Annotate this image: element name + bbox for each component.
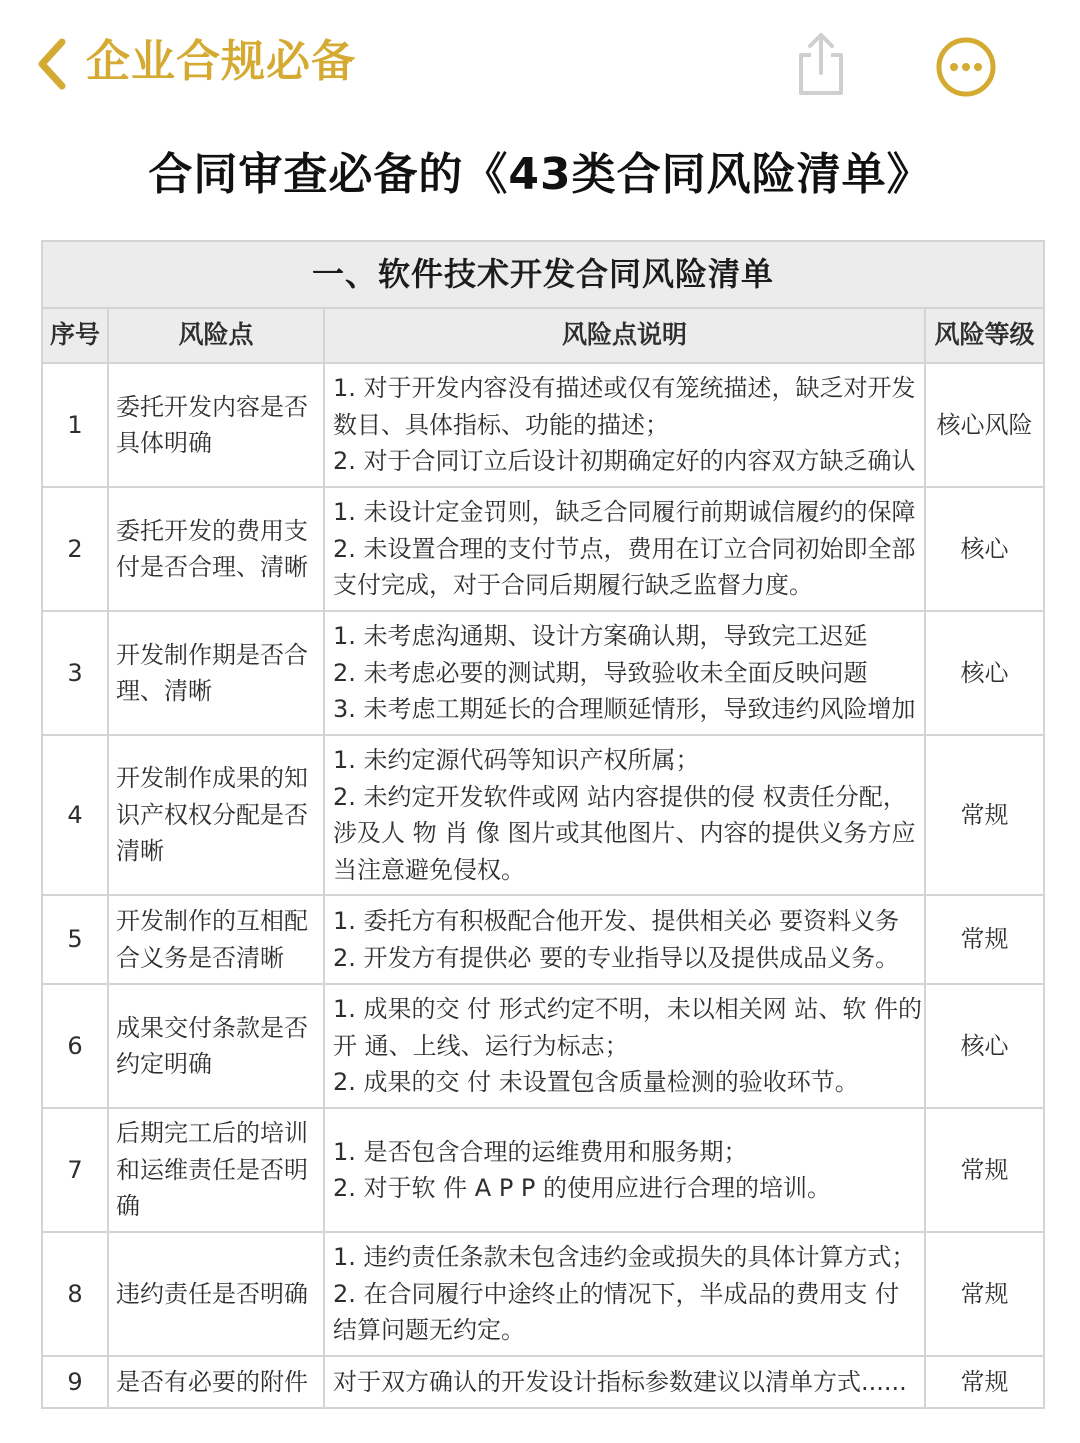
risk-point-line: 委托开发内容是否 — [116, 392, 308, 421]
risk-point — [108, 895, 324, 984]
table-row — [42, 1356, 1044, 1408]
risk-point-line: 成果交付条款是否 — [116, 1013, 308, 1042]
more-button[interactable] — [935, 36, 997, 98]
back-button[interactable] — [22, 32, 82, 96]
risk-level: 核心 — [925, 487, 1044, 611]
description-line: 1. 未设计定金罚则，缺乏合同履行前期诚信履约的保障 — [333, 498, 916, 527]
risk-point-line: 后期完工后的培训 — [116, 1119, 308, 1148]
risk-description — [324, 1356, 925, 1408]
table-row — [42, 1108, 1044, 1232]
description-line: 1. 是否包含合理的运维费用和服务期； — [333, 1137, 748, 1166]
risk-point-line: 开发制作期是否合 — [116, 640, 308, 669]
risk-point-line: 开发制作成果的知 — [116, 764, 308, 793]
description-line: 1. 违约责任条款未包含违约金或损失的具体计算方式； — [333, 1243, 916, 1272]
row-number: 4 — [42, 735, 108, 895]
row-number: 7 — [42, 1108, 108, 1232]
row-number: 6 — [42, 984, 108, 1108]
risk-point — [108, 1232, 324, 1356]
section-title: 一、软件技术开发合同风险清单 — [42, 241, 1044, 308]
description-line: 支付完成，对于合同后期履行缺乏监督力度。 — [333, 571, 813, 600]
row-number: 3 — [42, 611, 108, 735]
risk-level: 核心风险 — [925, 363, 1044, 487]
share-icon — [793, 29, 849, 97]
risk-description — [324, 487, 925, 611]
description-line: 1. 成果的交 付 形式约定不明，未以相关网 站、软 件的 — [333, 995, 923, 1024]
risk-description — [324, 1232, 925, 1356]
risk-description — [324, 363, 925, 487]
description-line: 开 通、上线、运行为标志； — [333, 1031, 629, 1060]
risk-point — [108, 487, 324, 611]
header-risk-level: 风险等级 — [925, 308, 1044, 363]
risk-point-line: 是否有必要的附件 — [116, 1367, 308, 1396]
risk-description — [324, 895, 925, 984]
row-number: 5 — [42, 895, 108, 984]
risk-point — [108, 735, 324, 895]
risk-point-line: 违约责任是否明确 — [116, 1279, 308, 1308]
risk-point — [108, 1356, 324, 1408]
risk-point-line: 理、清晰 — [116, 677, 212, 705]
risk-point-line: 开发制作的互相配 — [116, 907, 308, 935]
more-dots-icon — [935, 36, 997, 98]
description-line: 1. 对于开发内容没有描述或仅有笼统描述，缺乏对开发 — [333, 374, 916, 403]
description-line: 2. 未考虑必要的测试期，导致验收未全面反映问题 — [333, 658, 868, 687]
row-number: 1 — [42, 363, 108, 487]
risk-point — [108, 1108, 324, 1232]
table-row — [42, 1232, 1044, 1356]
table-header-row — [42, 308, 1044, 363]
risk-level: 常规 — [925, 1356, 1044, 1408]
risk-point-line: 和运维责任是否明 — [116, 1155, 308, 1184]
risk-description — [324, 1108, 925, 1232]
row-number: 8 — [42, 1232, 108, 1356]
risk-point-line: 确 — [116, 1192, 140, 1221]
risk-table — [41, 240, 1045, 1409]
risk-level: 核心 — [925, 984, 1044, 1108]
chevron-left-icon — [32, 36, 72, 92]
description-line: 1. 委托方有积极配合他开发、提供相关必 要资料义务 — [333, 907, 900, 935]
description-line: 2. 成果的交 付 未设置包含质量检测的验收环节。 — [333, 1068, 859, 1097]
table-row — [42, 735, 1044, 895]
description-line: 3. 未考虑工期延长的合理顺延情形，导致违约风险增加 — [333, 695, 916, 724]
description-line: 2. 对于软 件 A P P 的使用应进行合理的培训。 — [333, 1174, 832, 1202]
risk-point-line: 合义务是否清晰 — [116, 943, 284, 972]
header-no: 序号 — [42, 308, 108, 363]
risk-description — [324, 984, 925, 1108]
risk-point-line: 具体明确 — [116, 429, 212, 457]
risk-level: 常规 — [925, 735, 1044, 895]
description-line: 对于双方确认的开发设计指标参数建议以清单方式...... — [333, 1367, 907, 1396]
description-line: 数目、具体指标、功能的描述； — [333, 410, 669, 439]
risk-point-line: 识产权权分配是否 — [116, 800, 308, 829]
risk-level: 常规 — [925, 1232, 1044, 1356]
top-nav-bar — [0, 0, 1080, 125]
risk-point — [108, 984, 324, 1108]
description-line: 2. 在合同履行中途终止的情况下，半成品的费用支 付 — [333, 1279, 900, 1308]
description-line: 1. 未考虑沟通期、设计方案确认期，导致完工迟延 — [333, 622, 868, 651]
risk-point-line: 清晰 — [116, 837, 164, 866]
row-number: 2 — [42, 487, 108, 611]
description-line: 涉及人 物 肖 像 图片或其他图片、内容的提供义务方应 — [333, 819, 916, 847]
risk-point-line: 委托开发的费用支 — [116, 516, 308, 545]
nav-title: 企业合规必备 — [86, 36, 356, 87]
description-line: 2. 未设置合理的支付节点，费用在订立合同初始即全部 — [333, 534, 916, 563]
risk-point-line: 约定明确 — [116, 1050, 212, 1078]
page-title: 合同审查必备的《43类合同风险清单》 — [148, 149, 932, 200]
table-row — [42, 363, 1044, 487]
risk-description — [324, 735, 925, 895]
table-row — [42, 487, 1044, 611]
risk-level: 核心 — [925, 611, 1044, 735]
risk-point-line: 付是否合理、清晰 — [116, 553, 308, 581]
risk-description — [324, 611, 925, 735]
description-line: 2. 未约定开发软件或网 站内容提供的侵 权责任分配， — [333, 782, 907, 811]
risk-level: 常规 — [925, 895, 1044, 984]
table-row — [42, 895, 1044, 984]
table-row — [42, 611, 1044, 735]
header-description: 风险点说明 — [324, 308, 925, 363]
row-number: 9 — [42, 1356, 108, 1408]
risk-point — [108, 611, 324, 735]
table-row — [42, 984, 1044, 1108]
description-line: 2. 对于合同订立后设计初期确定好的内容双方缺乏确认 — [333, 447, 916, 476]
description-line: 1. 未约定源代码等知识产权所属； — [333, 746, 700, 774]
description-line: 2. 开发方有提供必 要的专业指导以及提供成品义务。 — [333, 943, 900, 972]
description-line: 当注意避免侵权。 — [333, 855, 525, 884]
header-risk-point: 风险点 — [108, 308, 324, 363]
risk-point — [108, 363, 324, 487]
description-line: 结算问题无约定。 — [333, 1316, 525, 1345]
share-button[interactable] — [790, 28, 852, 98]
risk-level: 常规 — [925, 1108, 1044, 1232]
